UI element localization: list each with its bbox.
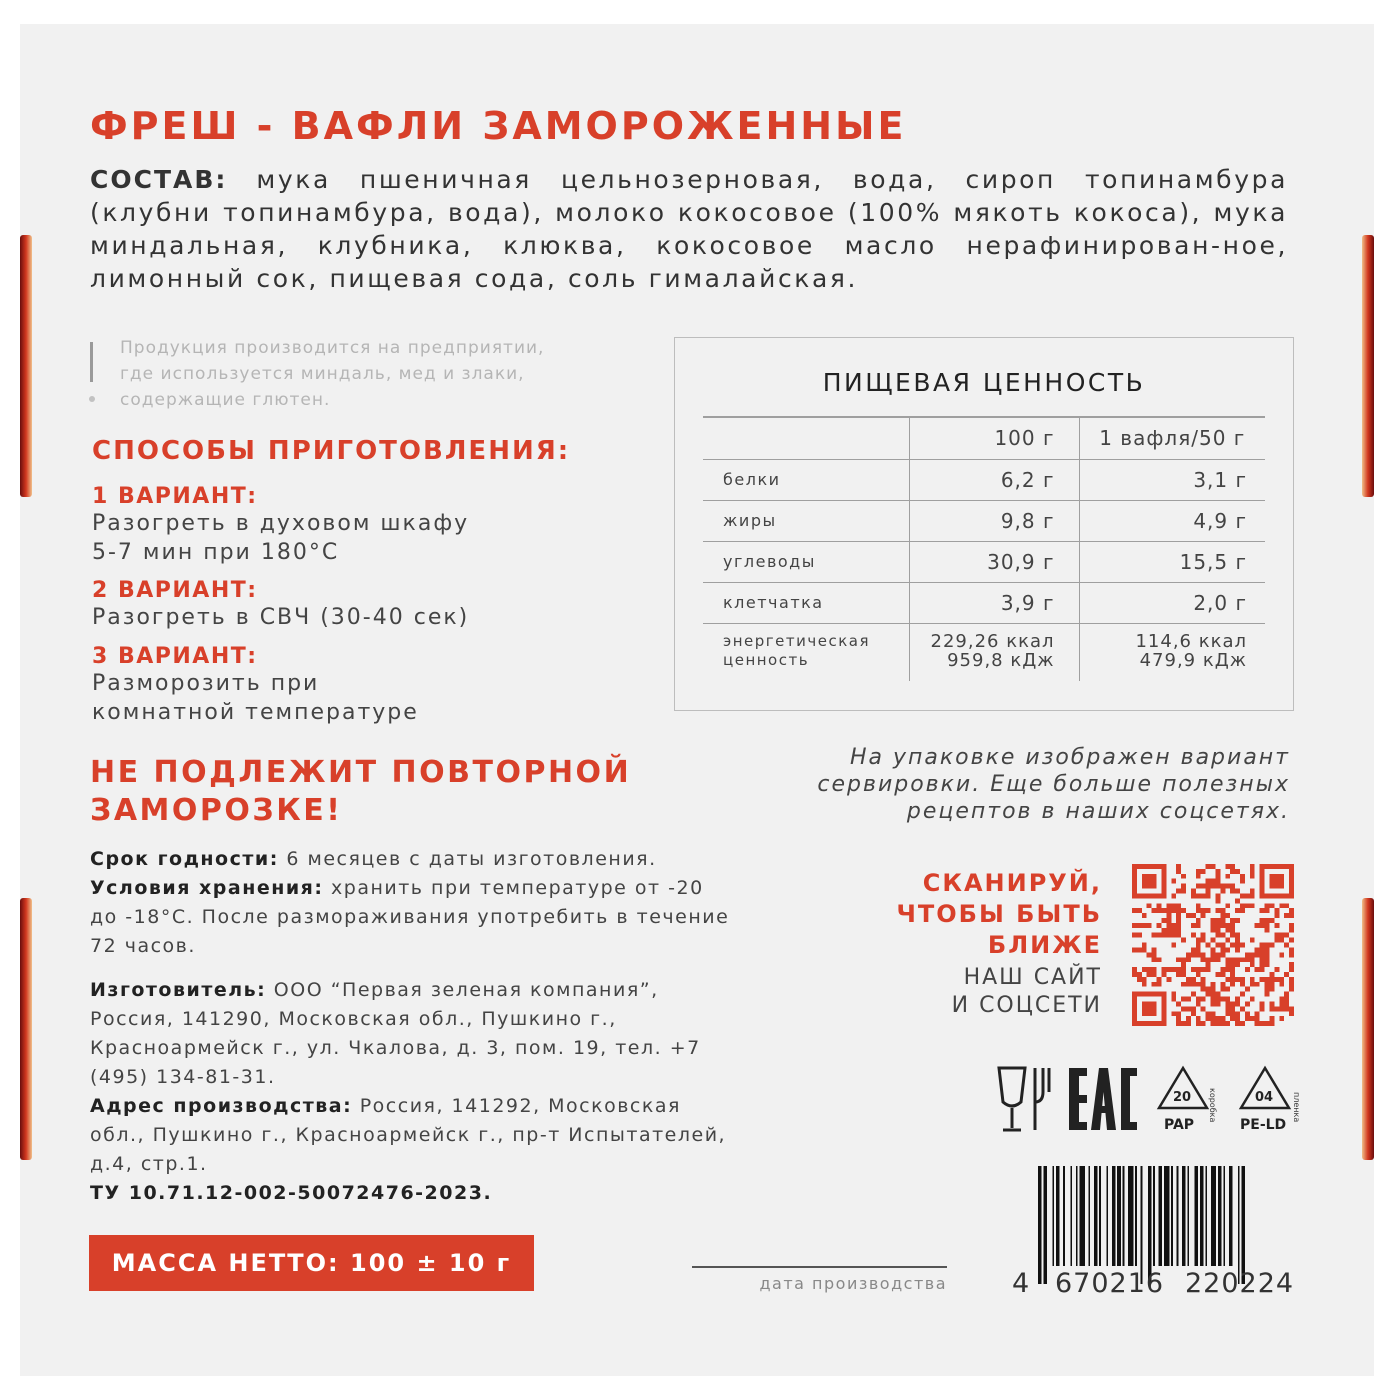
tech-spec: ТУ 10.71.12-002-50072476-2023. — [90, 1182, 493, 1204]
shelf-life-text: 6 месяцев с даты изготовления. — [278, 848, 657, 870]
variant-text: Разогреть в СВЧ (30-40 сек) — [92, 605, 470, 630]
scan-subtext-line: И СОЦСЕТИ — [951, 993, 1102, 1018]
nutrient-value: 2,0 г — [1079, 582, 1265, 623]
nutrition-row — [703, 500, 1265, 541]
preparation-variant-2 — [92, 578, 612, 632]
nutrient-label: клетчатка — [703, 582, 909, 623]
preparation-variant-1 — [92, 484, 612, 567]
serving-note-line: рецептов в наших соцсетях. — [906, 799, 1290, 824]
scan-subtext-line: НАШ САЙТ — [963, 965, 1102, 990]
variant-text: Разморозить при — [92, 671, 320, 696]
nutrient-value: 6,2 г — [909, 459, 1079, 500]
variant-text: 5-7 мин при 180°С — [92, 540, 340, 565]
nutrition-row — [703, 459, 1265, 500]
allergen-note-line: содержащие глютен. — [120, 390, 331, 410]
variant-label: 1 ВАРИАНТ: — [92, 484, 258, 509]
variant-label: 3 ВАРИАНТ: — [92, 644, 258, 669]
note-marker-bar — [90, 342, 93, 382]
recycle-pe-ld-word: пленка — [1292, 1092, 1301, 1123]
nutrient-label: жиры — [703, 500, 909, 541]
address-text: Россия, 141292, Московская обл., Пушкино г., Красноармейск г., пр-т Испытателей, д.4, стр.1. — [90, 1095, 727, 1175]
package-edge-right-bottom — [1362, 898, 1374, 1160]
nutrition-col-100g: 100 г — [909, 417, 1079, 459]
manufacturer-info — [90, 976, 730, 1208]
scan-callout-line: СКАНИРУЙ, — [922, 869, 1102, 897]
nutrient-label: белки — [703, 459, 909, 500]
nutrition-header-row — [703, 417, 1265, 459]
scan-callout-line: БЛИЖЕ — [987, 931, 1102, 959]
nutrition-facts — [674, 337, 1294, 711]
nutrition-col-per-waffle: 1 вафля/50 г — [1079, 417, 1265, 459]
eac-mark-icon — [1069, 1068, 1137, 1130]
variant-label: 2 ВАРИАНТ: — [92, 578, 258, 603]
scan-callout-line: ЧТОБЫ БЫТЬ — [896, 900, 1102, 928]
nutrient-value: 9,8 г — [909, 500, 1079, 541]
refreeze-warning — [90, 754, 650, 830]
allergen-note — [120, 335, 640, 413]
note-marker-dot — [89, 396, 95, 402]
energy-label — [703, 623, 909, 681]
recycle-pap-number: 20 — [1173, 1090, 1192, 1105]
manufacturer-text: ООО “Первая зеленая компания”, Россия, 141290, Московская обл., Пушкино г., Красноармейск г., ул. Чкалова, д. 3, пом. 19, тел. +7 (495) 134-81-31. — [90, 979, 701, 1088]
nutrition-title: ПИЩЕВАЯ ЦЕННОСТЬ — [822, 368, 1146, 397]
manufacturer-label: Изготовитель: — [90, 979, 267, 1001]
warning-line: НЕ ПОДЛЕЖИТ ПОВТОРНОЙ — [90, 755, 632, 790]
energy-kj: 959,8 кДж — [947, 649, 1055, 671]
serving-note-line: На упаковке изображен вариант — [849, 745, 1290, 770]
production-date-label: дата производства — [759, 1274, 947, 1293]
scan-callout — [860, 868, 1102, 961]
composition — [90, 163, 1288, 295]
shelf-life-info — [90, 845, 730, 961]
preparation-methods-title: СПОСОБЫ ПРИГОТОВЛЕНИЯ: — [92, 436, 571, 466]
energy-label-line: энергетическая — [723, 631, 870, 650]
energy-kj: 479,9 кДж — [1139, 649, 1247, 671]
nutrient-value: 4,9 г — [1079, 500, 1265, 541]
recycle-pe-ld-code: PE-LD — [1240, 1117, 1287, 1133]
recycle-pap-code: PAP — [1164, 1117, 1195, 1133]
allergen-note-line: где используется миндаль, мед и злаки, — [120, 364, 525, 384]
preparation-variant-3 — [92, 644, 612, 727]
energy-value-per-waffle — [1079, 623, 1265, 681]
qr-code[interactable] — [1130, 864, 1296, 1026]
energy-kcal: 229,26 ккал — [930, 630, 1055, 652]
energy-kcal: 114,6 ккал — [1135, 630, 1247, 652]
package-edge-left-top — [20, 235, 32, 497]
barcode-digit-first: 4 — [1012, 1268, 1031, 1299]
nutrient-value: 3,9 г — [909, 582, 1079, 623]
barcode[interactable] — [1036, 1166, 1306, 1284]
warning-line: ЗАМОРОЗКЕ! — [90, 793, 343, 828]
product-title: ФРЕШ - ВАФЛИ ЗАМОРОЖЕННЫЕ — [90, 104, 907, 148]
composition-label: СОСТАВ: — [90, 165, 228, 194]
nutrition-row — [703, 582, 1265, 623]
net-mass-badge: МАССА НЕТТО: 100 ± 10 г — [89, 1235, 534, 1291]
composition-text: мука пшеничная цельнозерновая, вода, сироп топинамбура (клубни топинамбура, вода), молоко кокосовое (100% мякоть кокоса), мука миндальная, клубника, клюква, кокосовое масло нерафинирован-ное, лимонный сок, пищевая сода, соль гималайская. — [90, 165, 1288, 293]
barcode-digits-right: 220224 — [1185, 1268, 1295, 1299]
address-label: Адрес производства: — [90, 1095, 353, 1117]
energy-label-line: ценность — [723, 650, 810, 669]
serving-note-line: сервировки. Еще больше полезных — [817, 772, 1290, 797]
barcode-digits-left: 670216 — [1055, 1268, 1165, 1299]
nutrition-row — [703, 541, 1265, 582]
nutrient-value: 30,9 г — [909, 541, 1079, 582]
scan-subtext — [860, 964, 1102, 1020]
food-safe-icon — [999, 1068, 1049, 1130]
production-date-line — [692, 1266, 947, 1268]
serving-note — [740, 744, 1290, 825]
package-edge-right-top — [1362, 235, 1374, 497]
nutrition-table — [703, 416, 1265, 681]
shelf-life-label: Срок годности: — [90, 848, 279, 870]
variant-text: Разогреть в духовом шкафу — [92, 511, 470, 536]
nutrient-value: 3,1 г — [1079, 459, 1265, 500]
recycle-pap-word: коробка — [1208, 1088, 1217, 1123]
storage-label: Условия хранения: — [90, 877, 324, 899]
energy-value-100g — [909, 623, 1079, 681]
allergen-note-line: Продукция производится на предприятии, — [120, 338, 545, 358]
recycle-pe-ld-number: 04 — [1255, 1090, 1274, 1105]
nutrition-energy-row — [703, 623, 1265, 681]
nutrient-label: углеводы — [703, 541, 909, 582]
package-edge-left-bottom — [20, 898, 32, 1160]
variant-text: комнатной температуре — [92, 700, 419, 725]
nutrient-value: 15,5 г — [1079, 541, 1265, 582]
storage-text: хранить при температуре от -20 до -18°С. После размораживания употребить в течение 72 часов. — [90, 877, 730, 957]
